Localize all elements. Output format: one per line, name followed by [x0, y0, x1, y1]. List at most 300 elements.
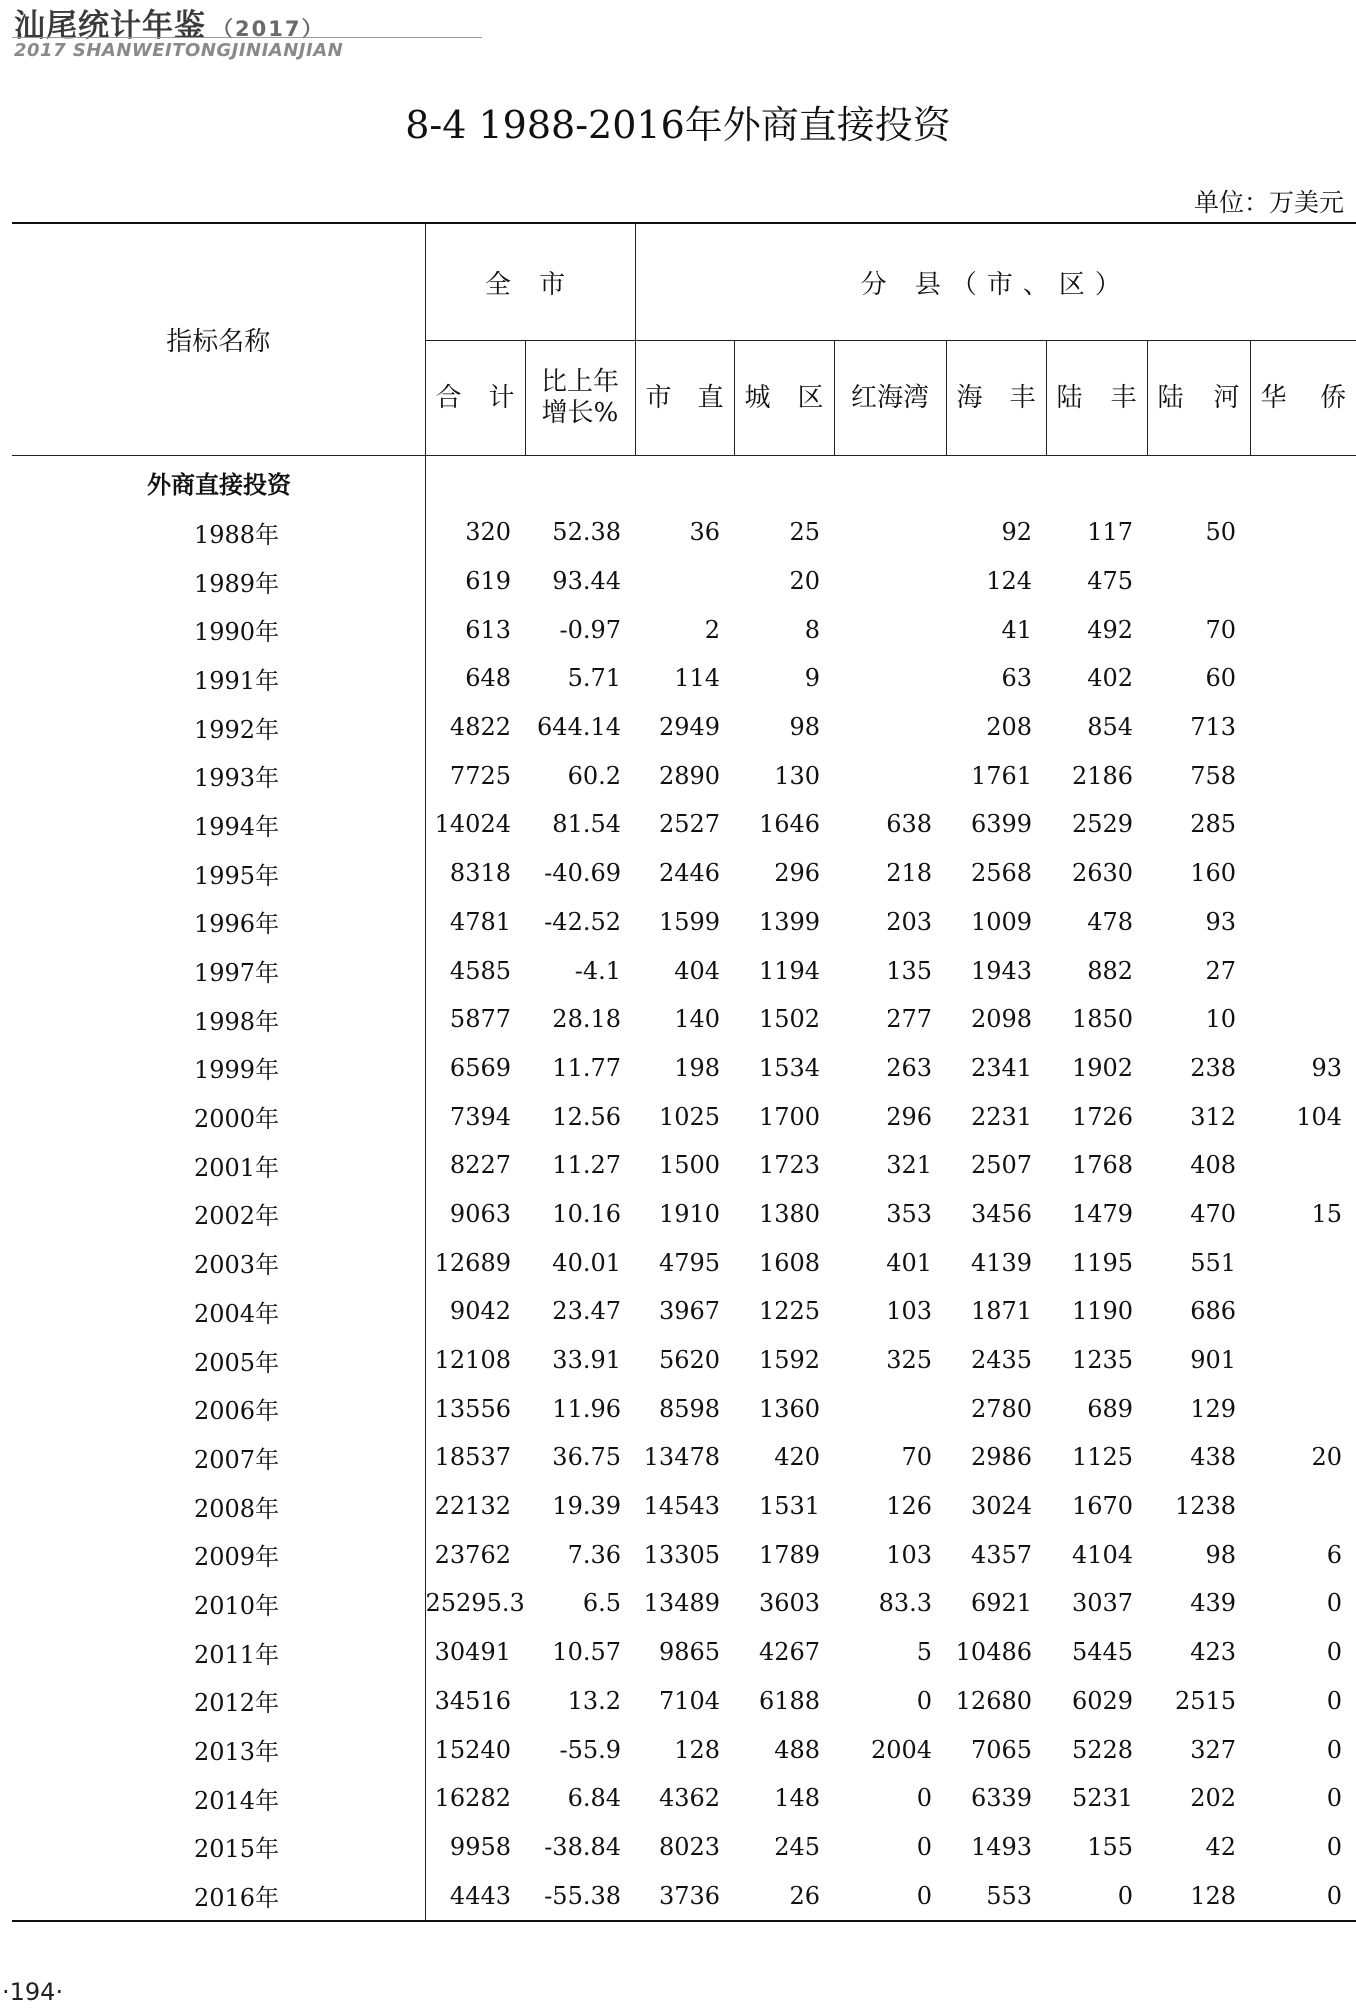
cell-luhe	[1147, 557, 1250, 606]
cell-luhe: 129	[1190, 1394, 1237, 1423]
cell-haifeng: 6921	[970, 1589, 1033, 1618]
cell-honghaiwan: 401	[886, 1248, 933, 1277]
cell-total: 613	[425, 605, 525, 654]
cell-growth: 81.54	[552, 810, 622, 839]
cell-shizhi: 8598	[658, 1394, 721, 1423]
cell-luhe: 713	[1190, 713, 1237, 742]
cell-luhe: 60	[1205, 664, 1237, 693]
table-row	[12, 1482, 1356, 1531]
cell-year: 2007年	[194, 1445, 280, 1474]
cell-shizhi: 4362	[658, 1784, 721, 1813]
cell-total: 9063	[425, 1190, 525, 1239]
cell-lufeng: 2630	[1071, 859, 1134, 888]
cell-shizhi: 13489	[643, 1589, 721, 1618]
header-haifeng: 海丰	[946, 341, 1046, 456]
cell-total: 14024	[425, 800, 525, 849]
cell-total: 619	[425, 557, 525, 606]
cell-honghaiwan	[834, 605, 946, 654]
cell-lufeng: 117	[1087, 518, 1134, 547]
cell-growth: 40.01	[552, 1248, 622, 1277]
cell-shizhi: 9865	[658, 1638, 721, 1667]
table-row	[12, 654, 1356, 703]
cell-lufeng: 854	[1087, 713, 1134, 742]
cell-huaqiao	[1250, 557, 1356, 606]
cell-year: 1998年	[194, 1007, 280, 1036]
cell-chengqu: 1646	[758, 810, 821, 839]
cell-chengqu: 1608	[758, 1248, 821, 1277]
cell-lufeng: 1726	[1071, 1102, 1134, 1131]
cell-chengqu: 488	[774, 1735, 821, 1764]
cell-shizhi: 114	[674, 664, 721, 693]
table-row	[12, 1871, 1356, 1921]
cell-chengqu: 1360	[758, 1394, 821, 1423]
cell-shizhi: 2	[704, 615, 721, 644]
cell-lufeng: 1235	[1071, 1346, 1134, 1375]
cell-lufeng: 5228	[1071, 1735, 1134, 1764]
cell-luhe: 93	[1205, 907, 1237, 936]
cell-luhe: 439	[1190, 1589, 1237, 1618]
cell-honghaiwan: 638	[886, 810, 933, 839]
cell-total: 23762	[425, 1530, 525, 1579]
cell-huaqiao	[1250, 605, 1356, 654]
cell-chengqu: 296	[774, 859, 821, 888]
cell-year: 2002年	[194, 1202, 280, 1231]
cell-chengqu: 1399	[758, 907, 821, 936]
header-chengqu: 城区	[734, 341, 834, 456]
cell-huaqiao	[1250, 1238, 1356, 1287]
cell-growth: 10.16	[552, 1199, 622, 1228]
cell-total: 18537	[425, 1433, 525, 1482]
cell-year: 2012年	[194, 1689, 280, 1718]
cell-haifeng: 92	[1001, 518, 1033, 547]
cell-lufeng: 1190	[1071, 1297, 1134, 1326]
cell-shizhi: 1025	[658, 1102, 721, 1131]
table-row	[12, 898, 1356, 947]
unit-label: 单位：万美元	[1193, 188, 1344, 217]
cell-huaqiao	[1250, 1287, 1356, 1336]
cell-total: 30491	[425, 1628, 525, 1677]
cell-haifeng: 2780	[970, 1394, 1033, 1423]
cell-lufeng: 155	[1087, 1832, 1134, 1861]
table-row	[12, 946, 1356, 995]
cell-year: 1997年	[194, 959, 280, 988]
cell-haifeng: 63	[1001, 664, 1033, 693]
cell-chengqu: 1723	[758, 1151, 821, 1180]
cell-huaqiao: 0	[1326, 1638, 1343, 1667]
cell-huaqiao	[1250, 898, 1356, 947]
cell-shizhi: 36	[689, 518, 721, 547]
header-honghaiwan: 红海湾	[834, 341, 946, 456]
cell-year: 2001年	[194, 1153, 280, 1182]
cell-chengqu: 25	[789, 518, 821, 547]
cell-growth: 6.84	[567, 1784, 622, 1813]
cell-luhe: 285	[1190, 810, 1237, 839]
cell-chengqu: 420	[774, 1443, 821, 1472]
cell-chengqu: 1225	[758, 1297, 821, 1326]
cell-shizhi: 13305	[643, 1540, 721, 1569]
cell-lufeng: 6029	[1071, 1686, 1134, 1715]
table-row	[12, 1384, 1356, 1433]
cell-luhe: 27	[1205, 956, 1237, 985]
cell-luhe: 42	[1205, 1832, 1237, 1861]
cell-lufeng: 475	[1087, 567, 1134, 596]
cell-luhe: 327	[1190, 1735, 1237, 1764]
cell-year: 2009年	[194, 1543, 280, 1572]
cell-haifeng: 1009	[970, 907, 1033, 936]
cell-total: 34516	[425, 1677, 525, 1726]
cell-honghaiwan: 321	[886, 1151, 933, 1180]
cell-year: 1989年	[194, 569, 280, 598]
cell-lufeng: 4104	[1071, 1540, 1134, 1569]
table-row	[12, 1141, 1356, 1190]
cell-shizhi: 2446	[658, 859, 721, 888]
cell-total: 7394	[425, 1092, 525, 1141]
cell-shizhi	[635, 557, 734, 606]
cell-chengqu: 98	[789, 713, 821, 742]
cell-shizhi: 3736	[635, 1871, 734, 1921]
cell-honghaiwan: 5	[916, 1638, 933, 1667]
cell-huaqiao	[1250, 703, 1356, 752]
table-row	[12, 703, 1356, 752]
cell-year: 2004年	[194, 1299, 280, 1328]
cell-honghaiwan: 70	[901, 1443, 933, 1472]
cell-growth: 60.2	[567, 761, 622, 790]
cell-lufeng: 882	[1087, 956, 1134, 985]
cell-shizhi: 198	[674, 1053, 721, 1082]
cell-total: 9958	[425, 1823, 525, 1872]
cell-shizhi: 4795	[658, 1248, 721, 1277]
cell-growth: 644.14	[537, 713, 622, 742]
cell-haifeng: 1871	[970, 1297, 1033, 1326]
cell-growth: -42.52	[544, 907, 622, 936]
cell-shizhi: 404	[674, 956, 721, 985]
cell-total: 7725	[425, 751, 525, 800]
cell-honghaiwan: 277	[886, 1005, 933, 1034]
cell-honghaiwan: 296	[886, 1102, 933, 1131]
cell-growth: 23.47	[552, 1297, 622, 1326]
cell-honghaiwan: 325	[886, 1346, 933, 1375]
cell-honghaiwan: 0	[916, 1784, 933, 1813]
cell-haifeng: 2341	[970, 1053, 1033, 1082]
cell-honghaiwan: 103	[886, 1540, 933, 1569]
cell-chengqu: 148	[774, 1784, 821, 1813]
cell-total: 4822	[425, 703, 525, 752]
cell-huaqiao: 93	[1311, 1053, 1343, 1082]
cell-luhe: 438	[1190, 1443, 1237, 1472]
cell-shizhi: 13478	[643, 1443, 721, 1472]
cell-huaqiao	[1250, 1141, 1356, 1190]
cell-haifeng: 2568	[970, 859, 1033, 888]
cell-lufeng: 1479	[1071, 1199, 1134, 1228]
cell-huaqiao	[1250, 1482, 1356, 1531]
cell-honghaiwan: 218	[886, 859, 933, 888]
cell-huaqiao	[1250, 849, 1356, 898]
cell-haifeng: 2231	[970, 1102, 1033, 1131]
cell-luhe: 423	[1190, 1638, 1237, 1667]
cell-chengqu: 1789	[758, 1540, 821, 1569]
cell-year: 1996年	[194, 910, 280, 939]
table-header	[12, 223, 1356, 456]
cell-shizhi: 1910	[658, 1199, 721, 1228]
cell-lufeng: 1902	[1071, 1053, 1134, 1082]
cell-chengqu: 1534	[758, 1053, 821, 1082]
cell-chengqu: 245	[774, 1832, 821, 1861]
table-row	[12, 1530, 1356, 1579]
cell-huaqiao: 0	[1326, 1735, 1343, 1764]
cell-haifeng: 208	[986, 713, 1033, 742]
header-growth	[525, 341, 635, 456]
cell-lufeng: 5445	[1071, 1638, 1134, 1667]
cell-honghaiwan: 0	[834, 1871, 946, 1921]
cell-honghaiwan: 0	[916, 1686, 933, 1715]
cell-chengqu: 1531	[758, 1492, 821, 1521]
cell-lufeng: 1670	[1071, 1492, 1134, 1521]
fdi-table	[12, 222, 1356, 1922]
cell-growth: -40.69	[544, 859, 622, 888]
cell-luhe: 238	[1190, 1053, 1237, 1082]
cell-haifeng: 3024	[970, 1492, 1033, 1521]
cell-haifeng: 2098	[970, 1005, 1033, 1034]
table-row	[12, 1092, 1356, 1141]
cell-haifeng: 6399	[970, 810, 1033, 839]
cell-growth: 7.36	[567, 1540, 622, 1569]
cell-lufeng: 1195	[1071, 1248, 1134, 1277]
table-row	[12, 508, 1356, 557]
header-total: 合计	[425, 341, 525, 456]
cell-growth: 5.71	[567, 664, 622, 693]
cell-luhe: 551	[1190, 1248, 1237, 1277]
cell-total: 6569	[425, 1044, 525, 1093]
table-row	[12, 1725, 1356, 1774]
cell-shizhi: 5620	[658, 1346, 721, 1375]
cell-lufeng: 2186	[1071, 761, 1134, 790]
table-row	[12, 1628, 1356, 1677]
cell-haifeng: 41	[1001, 615, 1033, 644]
cell-lufeng: 478	[1087, 907, 1134, 936]
cell-year: 1990年	[194, 618, 280, 647]
table-title: 8-4 1988-2016年外商直接投资	[405, 103, 951, 147]
cell-luhe: 98	[1205, 1540, 1237, 1569]
table-row	[12, 557, 1356, 606]
cell-huaqiao	[1250, 995, 1356, 1044]
cell-year: 2005年	[194, 1348, 280, 1377]
cell-lufeng: 2529	[1071, 810, 1134, 839]
cell-year: 2000年	[194, 1105, 280, 1134]
table-row	[12, 1287, 1356, 1336]
cell-huaqiao: 104	[1296, 1102, 1343, 1131]
book-subtitle: 2017 SHANWEITONGJINIANJIAN	[14, 40, 344, 61]
cell-total: 5877	[425, 995, 525, 1044]
cell-total: 648	[425, 654, 525, 703]
cell-huaqiao: 0	[1250, 1871, 1356, 1921]
cell-lufeng: 1850	[1071, 1005, 1134, 1034]
cell-shizhi: 1599	[658, 907, 721, 936]
cell-haifeng: 2986	[970, 1443, 1033, 1472]
section-row	[12, 456, 1356, 509]
cell-luhe: 128	[1147, 1871, 1250, 1921]
cell-honghaiwan: 203	[886, 907, 933, 936]
cell-chengqu: 20	[789, 567, 821, 596]
cell-honghaiwan: 103	[886, 1297, 933, 1326]
cell-chengqu: 6188	[758, 1686, 821, 1715]
cell-total: 15240	[425, 1725, 525, 1774]
cell-year: 1988年	[194, 520, 280, 549]
table-row	[12, 1823, 1356, 1872]
cell-haifeng: 2507	[970, 1151, 1033, 1180]
header-growth-line1: 比上年	[541, 367, 620, 397]
cell-shizhi: 2949	[658, 713, 721, 742]
cell-growth: 10.57	[552, 1638, 622, 1667]
cell-total: 12689	[425, 1238, 525, 1287]
cell-haifeng: 12680	[955, 1686, 1033, 1715]
cell-huaqiao	[1250, 1336, 1356, 1385]
table-row	[12, 605, 1356, 654]
cell-growth: 36.75	[552, 1443, 622, 1472]
cell-honghaiwan: 2004	[870, 1735, 933, 1764]
cell-haifeng: 1761	[970, 761, 1033, 790]
cell-huaqiao: 6	[1326, 1540, 1343, 1569]
cell-chengqu: 26	[734, 1871, 834, 1921]
book-year: （2017）	[212, 17, 325, 41]
cell-honghaiwan: 126	[886, 1492, 933, 1521]
cell-year: 2016年	[12, 1871, 425, 1921]
cell-year: 2011年	[194, 1640, 280, 1669]
cell-lufeng: 0	[1046, 1871, 1147, 1921]
cell-haifeng: 3456	[970, 1199, 1033, 1228]
header-luhe: 陆河	[1147, 341, 1250, 456]
cell-huaqiao	[1250, 946, 1356, 995]
cell-year: 2010年	[194, 1591, 280, 1620]
cell-huaqiao	[1250, 508, 1356, 557]
cell-luhe: 470	[1190, 1199, 1237, 1228]
table-row	[12, 995, 1356, 1044]
cell-total: 22132	[425, 1482, 525, 1531]
cell-year: 1993年	[194, 764, 280, 793]
cell-chengqu: 1194	[758, 956, 821, 985]
header-rule	[12, 37, 482, 38]
section-label: 外商直接投资	[147, 470, 291, 499]
cell-luhe: 901	[1190, 1346, 1237, 1375]
cell-haifeng: 10486	[955, 1638, 1033, 1667]
header-huaqiao: 华侨	[1250, 341, 1356, 456]
cell-honghaiwan	[834, 751, 946, 800]
cell-growth: -38.84	[544, 1832, 622, 1861]
cell-huaqiao: 20	[1311, 1443, 1343, 1472]
cell-lufeng: 402	[1087, 664, 1134, 693]
cell-chengqu: 130	[774, 761, 821, 790]
cell-shizhi: 140	[674, 1005, 721, 1034]
cell-year: 2003年	[194, 1251, 280, 1280]
cell-haifeng: 1493	[970, 1832, 1033, 1861]
cell-growth: 12.56	[552, 1102, 622, 1131]
page-number: ·194·	[2, 1978, 64, 2006]
cell-haifeng: 124	[986, 567, 1033, 596]
cell-total: 4781	[425, 898, 525, 947]
cell-chengqu: 1700	[758, 1102, 821, 1131]
cell-year: 1999年	[194, 1056, 280, 1085]
cell-huaqiao	[1250, 654, 1356, 703]
cell-chengqu: 8	[804, 615, 821, 644]
cell-lufeng: 1768	[1071, 1151, 1134, 1180]
header-indicator: 指标名称	[12, 223, 425, 456]
cell-total: 13556	[425, 1384, 525, 1433]
table-row	[12, 1336, 1356, 1385]
cell-year: 2006年	[194, 1397, 280, 1426]
book-title	[14, 0, 324, 45]
cell-chengqu: 9	[804, 664, 821, 693]
cell-honghaiwan: 0	[916, 1832, 933, 1861]
cell-haifeng: 4139	[970, 1248, 1033, 1277]
cell-shizhi: 2527	[658, 810, 721, 839]
cell-growth: 11.27	[552, 1151, 622, 1180]
book-title-text: 汕尾统计年鉴	[14, 8, 206, 44]
cell-shizhi: 8023	[658, 1832, 721, 1861]
cell-lufeng: 3037	[1071, 1589, 1134, 1618]
cell-growth: -55.9	[559, 1735, 622, 1764]
cell-growth: 33.91	[552, 1346, 622, 1375]
cell-luhe: 50	[1205, 518, 1237, 547]
cell-shizhi: 7104	[658, 1686, 721, 1715]
cell-growth: 13.2	[567, 1686, 622, 1715]
cell-honghaiwan: 83.3	[878, 1589, 933, 1618]
cell-year: 1994年	[194, 812, 280, 841]
table-row	[12, 1433, 1356, 1482]
cell-honghaiwan: 353	[886, 1199, 933, 1228]
table-body	[12, 456, 1356, 1921]
cell-total: 8318	[425, 849, 525, 898]
cell-haifeng: 6339	[970, 1784, 1033, 1813]
cell-honghaiwan	[834, 703, 946, 752]
table-row	[12, 1677, 1356, 1726]
cell-luhe: 2515	[1174, 1686, 1237, 1715]
table-row	[12, 1238, 1356, 1287]
header-growth-line2: 增长%	[541, 398, 619, 428]
cell-honghaiwan	[834, 557, 946, 606]
cell-year: 1995年	[194, 861, 280, 890]
cell-total: 9042	[425, 1287, 525, 1336]
cell-total: 8227	[425, 1141, 525, 1190]
cell-growth: 6.5	[582, 1589, 622, 1618]
cell-total: 16282	[425, 1774, 525, 1823]
cell-luhe: 10	[1205, 1005, 1237, 1034]
table-row	[12, 751, 1356, 800]
header-city-group: 全 市	[425, 223, 635, 341]
cell-year: 2008年	[194, 1494, 280, 1523]
cell-honghaiwan	[834, 1384, 946, 1433]
cell-luhe: 758	[1190, 761, 1237, 790]
cell-huaqiao: 0	[1326, 1832, 1343, 1861]
cell-shizhi: 14543	[643, 1492, 721, 1521]
cell-huaqiao: 0	[1326, 1686, 1343, 1715]
cell-shizhi: 128	[674, 1735, 721, 1764]
cell-luhe: 686	[1190, 1297, 1237, 1326]
cell-chengqu: 3603	[758, 1589, 821, 1618]
table-row	[12, 1579, 1356, 1628]
cell-haifeng: 4357	[970, 1540, 1033, 1569]
cell-honghaiwan	[834, 654, 946, 703]
cell-shizhi: 1500	[658, 1151, 721, 1180]
cell-growth: 19.39	[552, 1492, 622, 1521]
cell-year: 2014年	[194, 1786, 280, 1815]
cell-luhe: 202	[1190, 1784, 1237, 1813]
table-row	[12, 800, 1356, 849]
cell-huaqiao	[1250, 751, 1356, 800]
cell-growth: -55.38	[525, 1871, 635, 1921]
header-shizhi: 市直	[635, 341, 734, 456]
table-row	[12, 1774, 1356, 1823]
cell-honghaiwan: 135	[886, 956, 933, 985]
table-row	[12, 1044, 1356, 1093]
